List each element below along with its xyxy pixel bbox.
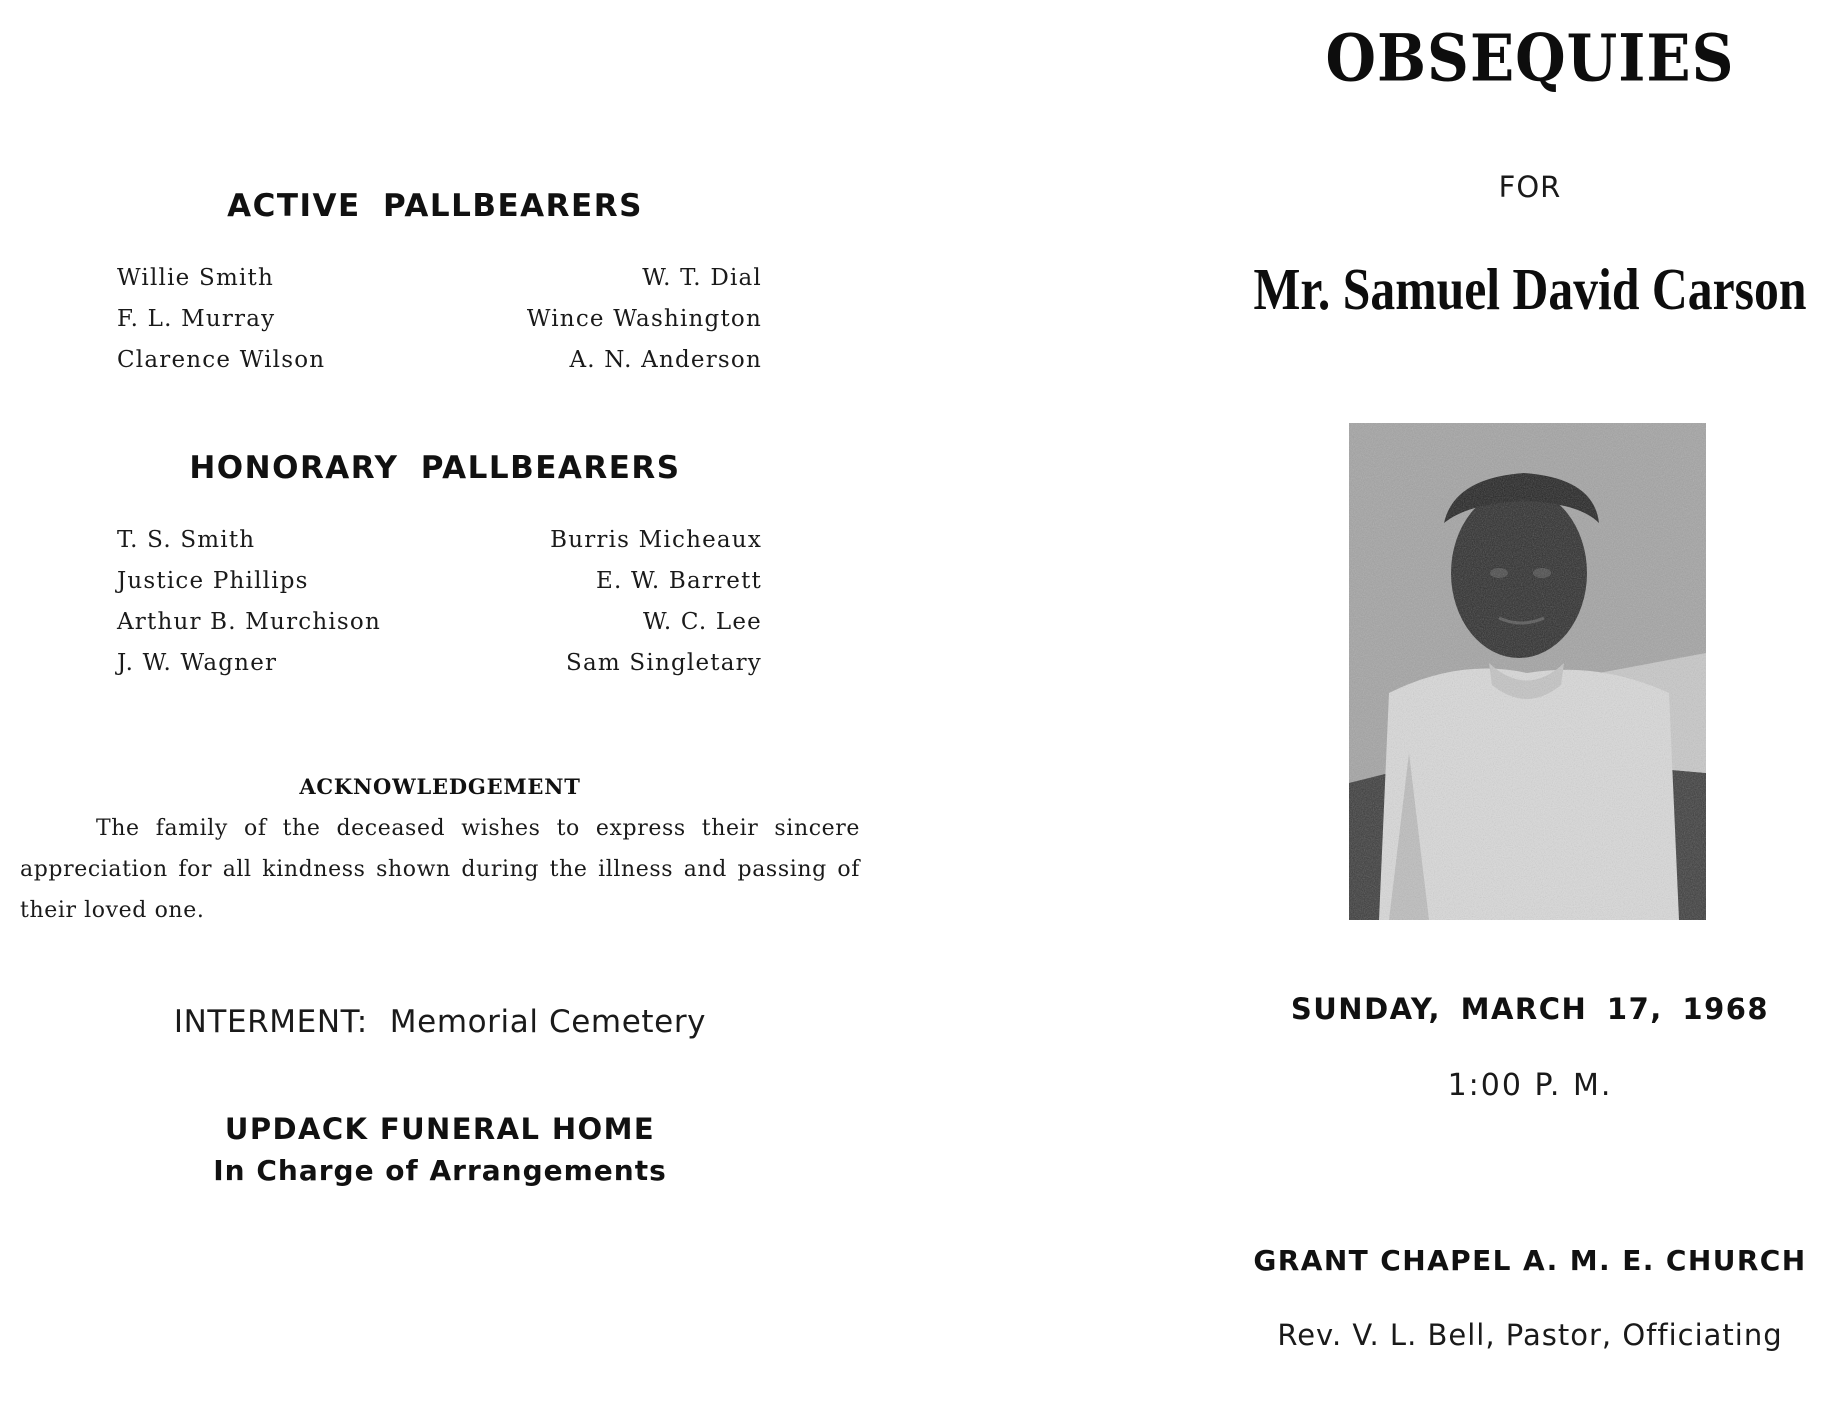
active-pallbearers-left-column xyxy=(117,258,325,381)
pallbearer-name: Burris Micheaux xyxy=(550,527,762,553)
honorary-pallbearers-right-column xyxy=(430,520,762,684)
officiant-line: Rev. V. L. Bell, Pastor, Officiating xyxy=(1277,1318,1783,1352)
pallbearer-name: Justice Phillips xyxy=(117,568,309,594)
pallbearer-name: Willie Smith xyxy=(117,265,274,291)
acknowledgement-text: The family of the deceased wishes to express their sincere appreciation for all kindness shown during the illness and passing of their loved one. xyxy=(20,816,860,923)
service-time: 1:00 P. M. xyxy=(1447,1068,1613,1103)
for-label: FOR xyxy=(1498,170,1562,204)
pallbearer-name: Arthur B. Murchison xyxy=(117,609,381,635)
service-date: SUNDAY, MARCH 17, 1968 xyxy=(1290,992,1770,1026)
pallbearer-name: Clarence Wilson xyxy=(117,347,326,373)
arrangements-note: In Charge of Arrangements xyxy=(213,1154,667,1187)
portrait-photo xyxy=(1349,423,1706,920)
pallbearer-name: E. W. Barrett xyxy=(596,568,762,594)
interment-label: INTERMENT: xyxy=(173,1004,368,1040)
church-name: GRANT CHAPEL A. M. E. CHURCH xyxy=(1253,1244,1807,1277)
deceased-name: Mr. Samuel David Carson xyxy=(1253,256,1807,322)
pallbearer-name: W. C. Lee xyxy=(643,609,762,635)
front-cover-page xyxy=(1230,0,1830,1424)
pallbearer-name: J. W. Wagner xyxy=(117,650,278,676)
pallbearer-name: F. L. Murray xyxy=(117,306,276,332)
funeral-home-name: UPDACK FUNERAL HOME xyxy=(224,1112,656,1146)
honorary-pallbearers-left-column xyxy=(117,520,381,684)
portrait-illustration xyxy=(1349,423,1706,920)
interment-place: Memorial Cemetery xyxy=(389,1004,707,1040)
pallbearer-name: Sam Singletary xyxy=(566,650,762,676)
pallbearer-name: Wince Washington xyxy=(526,306,762,332)
interment-line xyxy=(120,1004,760,1040)
inside-left-page xyxy=(0,0,880,1424)
active-pallbearers-heading: ACTIVE PALLBEARERS xyxy=(227,188,643,224)
pallbearer-name: T. S. Smith xyxy=(117,527,256,553)
pallbearer-name: A. N. Anderson xyxy=(569,347,762,373)
acknowledgement-heading: ACKNOWLEDGEMENT xyxy=(299,774,581,799)
program-title: OBSEQUIES xyxy=(1325,19,1735,97)
honorary-pallbearers-heading: HONORARY PALLBEARERS xyxy=(189,450,681,486)
active-pallbearers-right-column xyxy=(430,258,762,381)
pallbearer-name: W. T. Dial xyxy=(642,265,762,291)
